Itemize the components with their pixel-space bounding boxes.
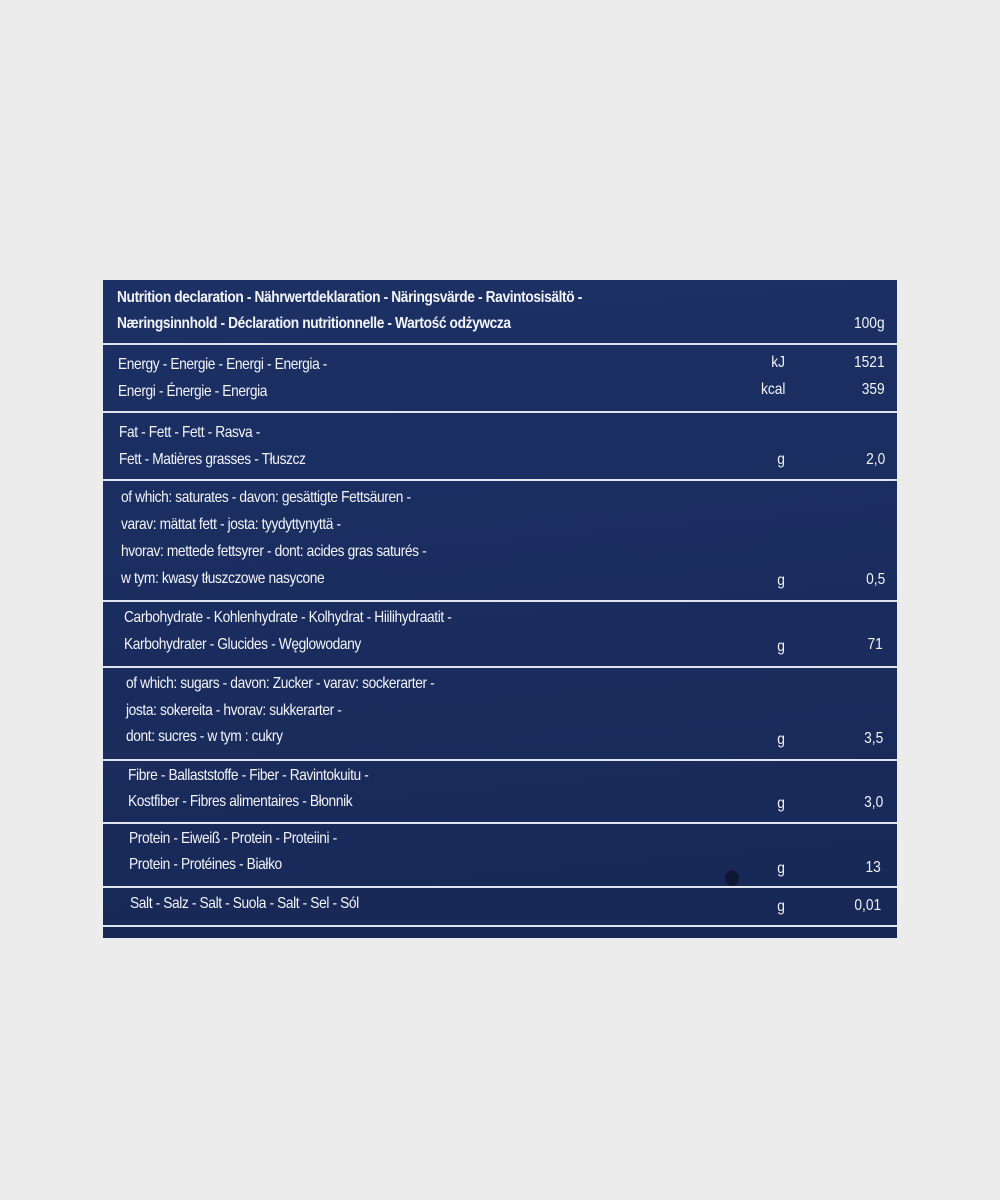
divider — [103, 479, 897, 481]
carbohydrate-value: 71 — [867, 636, 883, 653]
nutrition-label — [103, 280, 897, 938]
divider — [103, 886, 897, 888]
fibre-label-line-2: Kostfiber - Fibres alimentaires - Błonnik — [128, 793, 353, 810]
salt-value: 0,01 — [854, 897, 881, 914]
saturates-label-line-1: of which: saturates - davon: gesättigte Fettsäuren - — [121, 489, 411, 506]
energy-label-line-1: Energy - Energie - Energi - Energia - — [118, 356, 328, 373]
sugars-value: 3,5 — [863, 730, 883, 747]
header-title-line-2: Næringsinnhold - Déclaration nutritionnelle - Wartość odżywcza — [117, 315, 511, 332]
saturates-label-line-4: w tym: kwasy tłuszczowe nasycone — [121, 570, 325, 587]
divider — [103, 925, 897, 927]
saturates-value: 0,5 — [865, 571, 885, 588]
carbohydrate-label-line-2: Karbohydrater - Glucides - Węglowodany — [124, 636, 361, 653]
sugars-unit: g — [777, 731, 785, 748]
divider — [103, 343, 897, 345]
fibre-unit: g — [777, 795, 785, 812]
saturates-label-line-3: hvorav: mettede fettsyrer - dont: acides gras saturés - — [121, 543, 427, 560]
fat-label-line-2: Fett - Matières grasses - Tłuszcz — [119, 451, 306, 468]
protein-label-line-1: Protein - Eiweiß - Protein - Proteiini - — [129, 830, 337, 847]
carbohydrate-unit: g — [777, 638, 785, 655]
header-title-line-1: Nutrition declaration - Nährwertdeklaration - Näringsvärde - Ravintosisältö - — [117, 289, 582, 306]
fibre-label-line-1: Fibre - Ballaststoffe - Fiber - Ravintokuitu - — [128, 767, 369, 784]
per-100g-heading: 100g — [854, 315, 885, 332]
fat-unit: g — [777, 451, 785, 468]
divider — [103, 822, 897, 824]
salt-label: Salt - Salz - Salt - Suola - Salt - Sel - Sól — [130, 895, 359, 912]
energy-value-kj: 1521 — [854, 354, 885, 371]
saturates-label-line-2: varav: mättat fett - josta: tyydyttynyttä - — [121, 516, 341, 533]
protein-unit: g — [777, 860, 785, 877]
divider — [103, 600, 897, 602]
sugars-label-line-1: of which: sugars - davon: Zucker - varav: sockerarter - — [126, 675, 435, 692]
divider — [103, 759, 897, 761]
saturates-unit: g — [777, 572, 785, 589]
energy-value-kcal: 359 — [862, 381, 885, 398]
sugars-label-line-3: dont: sucres - w tym : cukry — [126, 728, 283, 745]
energy-label-line-2: Energi - Énergie - Energia — [118, 383, 268, 400]
fat-value: 2,0 — [865, 451, 885, 468]
sugars-label-line-2: josta: sokereita - hvorav: sukkerarter - — [126, 702, 342, 719]
divider — [103, 411, 897, 413]
protein-label-line-2: Protein - Protéines - Białko — [129, 856, 282, 873]
divider — [103, 666, 897, 668]
energy-unit-kcal: kcal — [760, 381, 785, 398]
print-blemish-dot — [725, 870, 739, 886]
fat-label-line-1: Fat - Fett - Fett - Rasva - — [119, 424, 260, 441]
salt-unit: g — [777, 898, 785, 915]
carbohydrate-label-line-1: Carbohydrate - Kohlenhydrate - Kolhydrat - Hiilihydraatit - — [124, 609, 452, 626]
protein-value: 13 — [865, 859, 881, 876]
energy-unit-kj: kJ — [771, 354, 785, 371]
fibre-value: 3,0 — [863, 794, 883, 811]
